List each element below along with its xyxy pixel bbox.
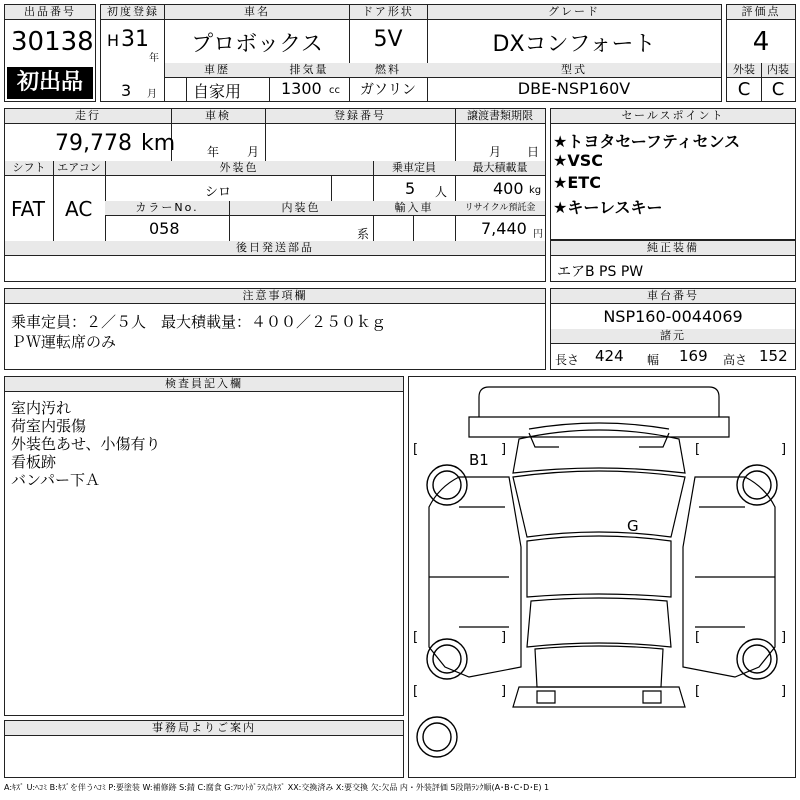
int-color-unit: 系 xyxy=(357,227,370,241)
lot-number: 30138 xyxy=(11,27,94,57)
mark-b1: B1 xyxy=(469,451,489,469)
inspector-line-1: 室内汚れ xyxy=(11,399,72,417)
score: 4 xyxy=(752,27,770,57)
score-box xyxy=(726,4,796,102)
recycle-header: リサイクル預託金 xyxy=(455,201,545,216)
chassis-header: 車台番号 xyxy=(551,289,795,304)
reg-year: 31 xyxy=(121,27,149,52)
history: 自家用 xyxy=(192,82,241,101)
load: 400 xyxy=(493,179,524,198)
width: 169 xyxy=(679,347,708,365)
import-header: 輸入車 xyxy=(373,201,455,216)
bracket-6: ] xyxy=(501,630,507,645)
sales-point-1: ★トヨタセーフティセンス xyxy=(553,132,741,151)
windshield xyxy=(513,471,685,537)
bracket-9: [ xyxy=(413,684,419,699)
grade-header: グレード xyxy=(427,5,721,20)
tailgate xyxy=(535,646,663,687)
reg-year-unit: 年 xyxy=(149,53,159,64)
equipment-box xyxy=(550,240,796,282)
door-type: 5V xyxy=(373,27,403,52)
transfer-month: 月 xyxy=(489,145,502,159)
lot-box xyxy=(4,4,96,102)
dims-header: 諸元 xyxy=(551,329,795,344)
fuel-header: 燃料 xyxy=(349,63,427,78)
equipment-value: エアB PS PW xyxy=(557,264,644,280)
bracket-4: ] xyxy=(781,442,787,457)
rear-bumper xyxy=(513,687,685,707)
legend: A:ｷｽﾞ U:ﾍｺﾐ B:ｷｽﾞを伴うﾍｺﾐ P:要塗装 W:補修跡 S:錆 C:腐食 G:ﾌﾛﾝﾄｶﾞﾗｽ点ｷｽﾞ XX:交換済み X:要交換 欠:欠品 内・外装評価 5段階ﾗﾝｸ順(A･B･C･D･E) 1 xyxy=(4,783,550,792)
model: DBE-NSP160V xyxy=(517,79,631,98)
front-bumper xyxy=(479,387,719,417)
score-header: 評価点 xyxy=(727,5,795,20)
exterior-grade: C xyxy=(737,79,751,100)
transfer-header: 譲渡書類期限 xyxy=(455,109,545,124)
history-header: 車歴 xyxy=(165,63,269,78)
mark-g: G xyxy=(627,517,639,535)
mileage-unit: km xyxy=(141,131,176,156)
color: シロ xyxy=(204,185,231,200)
chassis-number: NSP160-0044069 xyxy=(603,307,743,326)
ac: AC xyxy=(65,197,93,221)
bracket-10: ] xyxy=(501,684,507,699)
notes-line-2: ＰＷ運転席のみ xyxy=(11,333,117,351)
width-label: 幅 xyxy=(647,353,660,367)
reg-month: 3 xyxy=(121,81,132,100)
load-header: 最大積載量 xyxy=(455,161,545,176)
transfer-day: 日 xyxy=(527,145,540,159)
displacement-header: 排気量 xyxy=(269,63,349,78)
int-color-header: 内装色 xyxy=(229,201,373,216)
grade: DXコンフォート xyxy=(492,32,656,57)
capacity: 5 xyxy=(405,179,416,198)
height: 152 xyxy=(759,347,788,365)
interior-grade: C xyxy=(771,79,785,100)
car-diagram xyxy=(409,377,795,777)
mileage-header: 走行 xyxy=(5,109,171,124)
sales-point-2: ★VSC xyxy=(553,151,603,170)
chassis-box xyxy=(550,288,796,370)
inspector-box xyxy=(4,376,404,716)
bracket-11: [ xyxy=(695,684,701,699)
mileage: 79,778 xyxy=(55,131,132,156)
bracket-5: [ xyxy=(413,630,419,645)
capacity-unit: 人 xyxy=(435,185,448,199)
sales-point-3: ★ETC xyxy=(553,173,601,192)
shift: FAT xyxy=(11,197,46,221)
inspection-year: 年 xyxy=(207,145,220,159)
roof xyxy=(527,536,671,597)
reg-era: H xyxy=(107,31,120,50)
capacity-header: 乗車定員 xyxy=(373,161,455,176)
exterior-header: 外装 xyxy=(727,63,761,78)
rear-glass xyxy=(527,598,671,647)
door-header: ドア形状 xyxy=(349,5,427,20)
details-box xyxy=(4,108,546,282)
sales-points-header: セールスポイント xyxy=(551,109,795,124)
displacement-unit: cc xyxy=(329,85,340,96)
lot-header: 出品番号 xyxy=(5,5,95,20)
inspector-header: 検査員記入欄 xyxy=(5,377,403,392)
notes-box xyxy=(4,288,546,370)
inspector-line-4: 看板跡 xyxy=(11,453,57,471)
notes-header: 注意事項欄 xyxy=(5,289,545,304)
color-no-header: カラーNo. xyxy=(105,201,229,216)
bracket-1: [ xyxy=(413,442,419,457)
bracket-8: ] xyxy=(781,630,787,645)
length-label: 長さ xyxy=(555,353,580,367)
height-label: 高さ xyxy=(723,353,748,367)
inspector-line-2: 荷室内張傷 xyxy=(11,417,87,435)
later-parts-header: 後日発送部品 xyxy=(5,241,545,256)
bracket-3: [ xyxy=(695,442,701,457)
recycle-unit: 円 xyxy=(533,229,543,240)
sales-point-4: ★キーレスキー xyxy=(553,198,663,217)
office-box xyxy=(4,720,404,778)
plate-header: 登録番号 xyxy=(265,109,455,124)
vehicle-info-box xyxy=(100,4,722,102)
first-listing-badge: 初出品 xyxy=(7,67,93,99)
car-name-header: 車名 xyxy=(165,5,349,20)
fuel: ガソリン xyxy=(360,82,416,98)
recycle: 7,440 xyxy=(481,219,527,238)
inspector-line-5: バンパー下Ａ xyxy=(11,471,100,489)
bracket-7: [ xyxy=(695,630,701,645)
notes-line-1: 乗車定員：２／５人 最大積載量：４００／２５０ｋｇ xyxy=(11,313,387,331)
shift-header: シフト xyxy=(5,161,53,176)
reg-month-unit: 月 xyxy=(147,89,157,100)
ac-header: エアコン xyxy=(53,161,105,176)
equipment-header: 純正装備 xyxy=(551,241,795,256)
inspector-line-3: 外装色あせ、小傷有り xyxy=(11,435,161,453)
color-no: 058 xyxy=(149,219,180,238)
office-header: 事務局よりご案内 xyxy=(5,721,403,736)
bracket-12: ] xyxy=(781,684,787,699)
inspection-header: 車検 xyxy=(171,109,265,124)
displacement: 1300 xyxy=(281,79,322,98)
reg-header: 初度登録 xyxy=(101,5,165,20)
car-diagram-box xyxy=(408,376,796,778)
sales-points-box xyxy=(550,108,796,240)
model-header: 型式 xyxy=(427,63,721,78)
inspection-month: 月 xyxy=(247,145,260,159)
car-name: プロボックス xyxy=(191,32,323,57)
bracket-2: ] xyxy=(501,442,507,457)
load-unit: kg xyxy=(529,185,542,196)
interior-header: 内装 xyxy=(761,63,795,78)
color-header: 外装色 xyxy=(105,161,373,176)
length: 424 xyxy=(595,347,624,365)
